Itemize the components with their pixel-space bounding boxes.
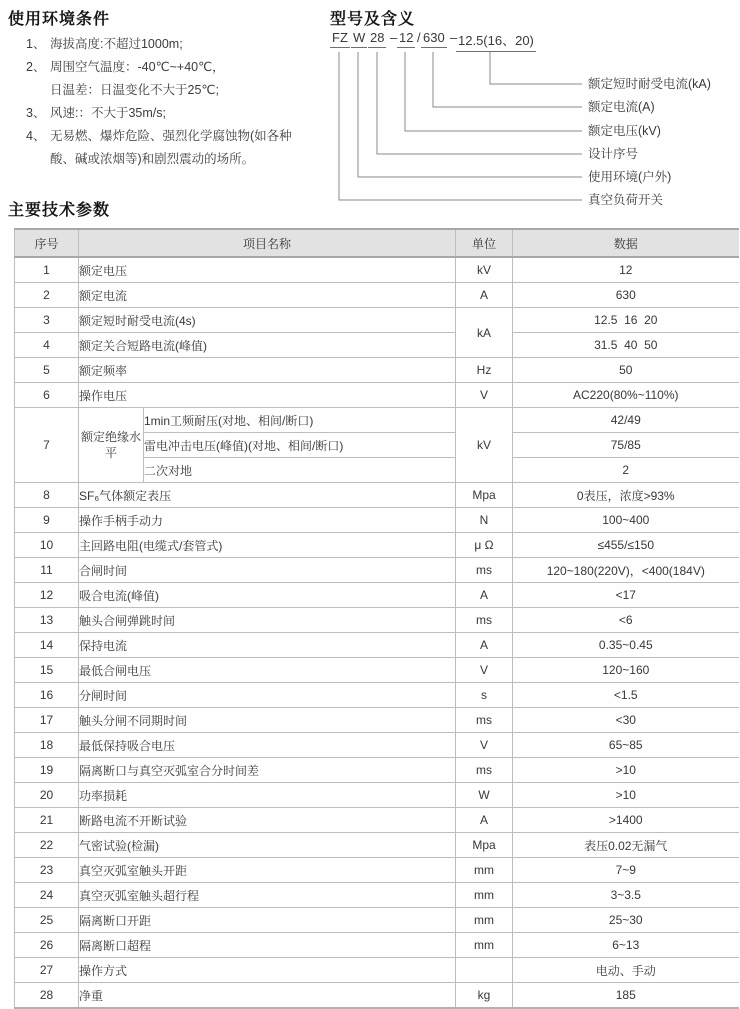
- model-label: 额定电流(A): [588, 100, 655, 114]
- table-row: [15, 833, 739, 858]
- cell-name: 隔离断口超程: [79, 933, 456, 958]
- table-header-row: [15, 229, 739, 257]
- params-table-body: [15, 257, 739, 1008]
- cell-no: 6: [15, 383, 79, 408]
- cell-no: 16: [15, 683, 79, 708]
- cell-no: 24: [15, 883, 79, 908]
- model-code-separator: –: [450, 30, 458, 45]
- table-row: [15, 408, 739, 433]
- cell-data: 0表压，浓度>93%: [513, 483, 739, 508]
- table-row: [15, 608, 739, 633]
- cell-unit: kg: [456, 983, 513, 1009]
- table-row: [15, 783, 739, 808]
- env-list: [26, 33, 326, 171]
- model-code-segment: 12: [397, 30, 415, 48]
- cell-data: 50: [513, 358, 739, 383]
- cell-name: 最低合闸电压: [79, 658, 456, 683]
- col-header-unit: 单位: [456, 229, 513, 257]
- cell-no: 13: [15, 608, 79, 633]
- cell-unit: mm: [456, 933, 513, 958]
- cell-unit: kV: [456, 257, 513, 283]
- model-label: 额定短时耐受电流(kA): [588, 77, 711, 91]
- env-item-text: 海拔高度:不超过1000m;: [50, 37, 183, 51]
- cell-unit: [456, 958, 513, 983]
- cell-group: 额定绝缘水平: [79, 408, 144, 483]
- cell-data: 7~9: [513, 858, 739, 883]
- cell-no: 14: [15, 633, 79, 658]
- table-row: [15, 283, 739, 308]
- table-row: [15, 508, 739, 533]
- table-row: [15, 483, 739, 508]
- env-item: [26, 125, 326, 171]
- cell-name: 额定短时耐受电流(4s): [79, 308, 456, 333]
- cell-data: 42/49: [513, 408, 739, 433]
- cell-data: <17: [513, 583, 739, 608]
- cell-unit: ms: [456, 558, 513, 583]
- table-row: [15, 658, 739, 683]
- cell-unit: ms: [456, 608, 513, 633]
- table-row: [15, 633, 739, 658]
- cell-name: 隔离断口与真空灭弧室合分时间差: [79, 758, 456, 783]
- cell-name: 额定电流: [79, 283, 456, 308]
- cell-data: <30: [513, 708, 739, 733]
- table-row: [15, 257, 739, 283]
- table-row: [15, 533, 739, 558]
- model-connector-line: [405, 52, 582, 131]
- table-row: [15, 333, 739, 358]
- model-diagram: [330, 30, 740, 215]
- col-header-no: 序号: [15, 229, 79, 257]
- model-connector-line: [358, 52, 582, 177]
- cell-data: 12: [513, 257, 739, 283]
- cell-data: 2: [513, 458, 739, 483]
- cell-data: 0.35~0.45: [513, 633, 739, 658]
- table-row: [15, 358, 739, 383]
- model-code-segment: 630: [421, 30, 447, 48]
- cell-no: 22: [15, 833, 79, 858]
- params-section-title: 主要技术参数: [8, 202, 111, 219]
- model-label: 使用环境(户外): [588, 170, 672, 184]
- env-item-text: 风速:：不大于35m/s;: [50, 106, 166, 120]
- env-item: [26, 33, 326, 56]
- col-header-name: 项目名称: [79, 229, 456, 257]
- cell-name: 保持电流: [79, 633, 456, 658]
- cell-data: 12.5 16 20: [513, 308, 739, 333]
- env-item: [26, 102, 326, 125]
- cell-unit: Mpa: [456, 833, 513, 858]
- cell-name: 合闸时间: [79, 558, 456, 583]
- cell-data: 185: [513, 983, 739, 1009]
- table-row: [15, 308, 739, 333]
- cell-unit: V: [456, 658, 513, 683]
- cell-name: 真空灭弧室触头超行程: [79, 883, 456, 908]
- cell-name: 吸合电流(峰值): [79, 583, 456, 608]
- cell-name: 额定频率: [79, 358, 456, 383]
- cell-data: 100~400: [513, 508, 739, 533]
- cell-no: 26: [15, 933, 79, 958]
- cell-data: >10: [513, 783, 739, 808]
- cell-name: 额定电压: [79, 257, 456, 283]
- cell-unit: s: [456, 683, 513, 708]
- cell-unit: ms: [456, 708, 513, 733]
- cell-no: 25: [15, 908, 79, 933]
- cell-unit: A: [456, 633, 513, 658]
- env-item-text: 周围空气温度：-40℃~+40℃， 日温差：日温变化不大于25℃;: [50, 60, 225, 97]
- cell-unit: kV: [456, 408, 513, 483]
- col-header-data: 数据: [513, 229, 739, 257]
- cell-data: 75/85: [513, 433, 739, 458]
- model-connector-lines: [330, 30, 740, 215]
- model-section-title: 型号及含义: [330, 11, 416, 28]
- cell-name: 净重: [79, 983, 456, 1009]
- cell-no: 18: [15, 733, 79, 758]
- cell-name: 1min工频耐压(对地、相间/断口): [144, 408, 456, 433]
- cell-no: 21: [15, 808, 79, 833]
- cell-no: 3: [15, 308, 79, 333]
- cell-unit: kA: [456, 308, 513, 358]
- cell-no: 2: [15, 283, 79, 308]
- env-item-number: 4、: [26, 129, 46, 143]
- model-code-segment: 12.5(16、20): [456, 30, 536, 52]
- cell-no: 23: [15, 858, 79, 883]
- cell-no: 8: [15, 483, 79, 508]
- table-row: [15, 858, 739, 883]
- cell-name: 触头分闸不同期时间: [79, 708, 456, 733]
- cell-name: 二次对地: [144, 458, 456, 483]
- env-item-text: 无易燃、爆炸危险、强烈化学腐蚀物(如各种 酸、碱或浓烟等)和剧烈震动的场所。: [50, 129, 292, 166]
- cell-no: 17: [15, 708, 79, 733]
- table-row: [15, 983, 739, 1009]
- cell-no: 5: [15, 358, 79, 383]
- cell-no: 1: [15, 257, 79, 283]
- cell-name: 功率损耗: [79, 783, 456, 808]
- model-code-segment: FZ: [330, 30, 350, 48]
- cell-unit: N: [456, 508, 513, 533]
- cell-name: 主回路电阻(电缆式/套管式): [79, 533, 456, 558]
- model-label: 设计序号: [588, 147, 639, 161]
- cell-data: >10: [513, 758, 739, 783]
- table-row: [15, 558, 739, 583]
- table-row: [15, 758, 739, 783]
- cell-name: 雷电冲击电压(峰值)(对地、相间/断口): [144, 433, 456, 458]
- env-item-number: 3、: [26, 106, 46, 120]
- cell-data: ≤455/≤150: [513, 533, 739, 558]
- cell-unit: V: [456, 733, 513, 758]
- env-item-number: 2、: [26, 60, 46, 74]
- cell-data: 630: [513, 283, 739, 308]
- table-row: [15, 883, 739, 908]
- cell-name: 触头合闸弹跳时间: [79, 608, 456, 633]
- table-row: [15, 708, 739, 733]
- model-connector-line: [377, 52, 582, 154]
- cell-name: 气密试验(检漏): [79, 833, 456, 858]
- cell-no: 7: [15, 408, 79, 483]
- params-table-wrap: [14, 228, 740, 1009]
- model-label: 额定电压(kV): [588, 124, 661, 138]
- cell-data: 电动、手动: [513, 958, 739, 983]
- env-item-number: 1、: [26, 37, 46, 51]
- env-section-title: 使用环境条件: [8, 11, 111, 28]
- table-row: [15, 908, 739, 933]
- cell-data: <6: [513, 608, 739, 633]
- table-row: [15, 583, 739, 608]
- cell-name: 最低保持吸合电压: [79, 733, 456, 758]
- cell-no: 19: [15, 758, 79, 783]
- cell-unit: mm: [456, 858, 513, 883]
- cell-no: 4: [15, 333, 79, 358]
- cell-no: 12: [15, 583, 79, 608]
- cell-name: 隔离断口开距: [79, 908, 456, 933]
- cell-data: 3~3.5: [513, 883, 739, 908]
- cell-data: 65~85: [513, 733, 739, 758]
- table-row: [15, 733, 739, 758]
- cell-unit: A: [456, 283, 513, 308]
- cell-data: <1.5: [513, 683, 739, 708]
- cell-no: 15: [15, 658, 79, 683]
- cell-name: SF₆气体额定表压: [79, 483, 456, 508]
- cell-unit: A: [456, 583, 513, 608]
- cell-unit: W: [456, 783, 513, 808]
- model-connector-line: [490, 52, 582, 84]
- cell-name: 操作电压: [79, 383, 456, 408]
- cell-data: >1400: [513, 808, 739, 833]
- cell-no: 28: [15, 983, 79, 1009]
- cell-name: 操作方式: [79, 958, 456, 983]
- table-row: [15, 683, 739, 708]
- cell-data: 6~13: [513, 933, 739, 958]
- model-label: 真空负荷开关: [588, 193, 664, 207]
- cell-unit: mm: [456, 883, 513, 908]
- table-row: [15, 383, 739, 408]
- cell-name: 操作手柄手动力: [79, 508, 456, 533]
- cell-no: 11: [15, 558, 79, 583]
- env-item: [26, 56, 326, 102]
- params-table: [14, 228, 739, 1009]
- cell-name: 真空灭弧室触头开距: [79, 858, 456, 883]
- model-connector-line: [339, 52, 582, 200]
- cell-data: 31.5 40 50: [513, 333, 739, 358]
- cell-data: 120~160: [513, 658, 739, 683]
- table-row: [15, 933, 739, 958]
- cell-name: 分闸时间: [79, 683, 456, 708]
- cell-unit: Hz: [456, 358, 513, 383]
- cell-unit: mm: [456, 908, 513, 933]
- model-code-segment: 28: [368, 30, 386, 48]
- cell-unit: V: [456, 383, 513, 408]
- cell-name: 额定关合短路电流(峰值): [79, 333, 456, 358]
- cell-no: 20: [15, 783, 79, 808]
- cell-no: 9: [15, 508, 79, 533]
- model-code-separator: –: [390, 30, 398, 45]
- table-row: [15, 958, 739, 983]
- table-row: [15, 808, 739, 833]
- cell-unit: ms: [456, 758, 513, 783]
- cell-no: 10: [15, 533, 79, 558]
- cell-unit: Mpa: [456, 483, 513, 508]
- cell-data: AC220(80%~110%): [513, 383, 739, 408]
- cell-unit: A: [456, 808, 513, 833]
- cell-data: 25~30: [513, 908, 739, 933]
- cell-unit: μ Ω: [456, 533, 513, 558]
- cell-name: 断路电流不开断试验: [79, 808, 456, 833]
- cell-data: 120~180(220V)，<400(184V): [513, 558, 739, 583]
- model-code-separator: /: [417, 30, 421, 45]
- model-connector-line: [433, 52, 582, 107]
- cell-no: 27: [15, 958, 79, 983]
- model-code-segment: W: [351, 30, 367, 48]
- cell-data: 表压0.02无漏气: [513, 833, 739, 858]
